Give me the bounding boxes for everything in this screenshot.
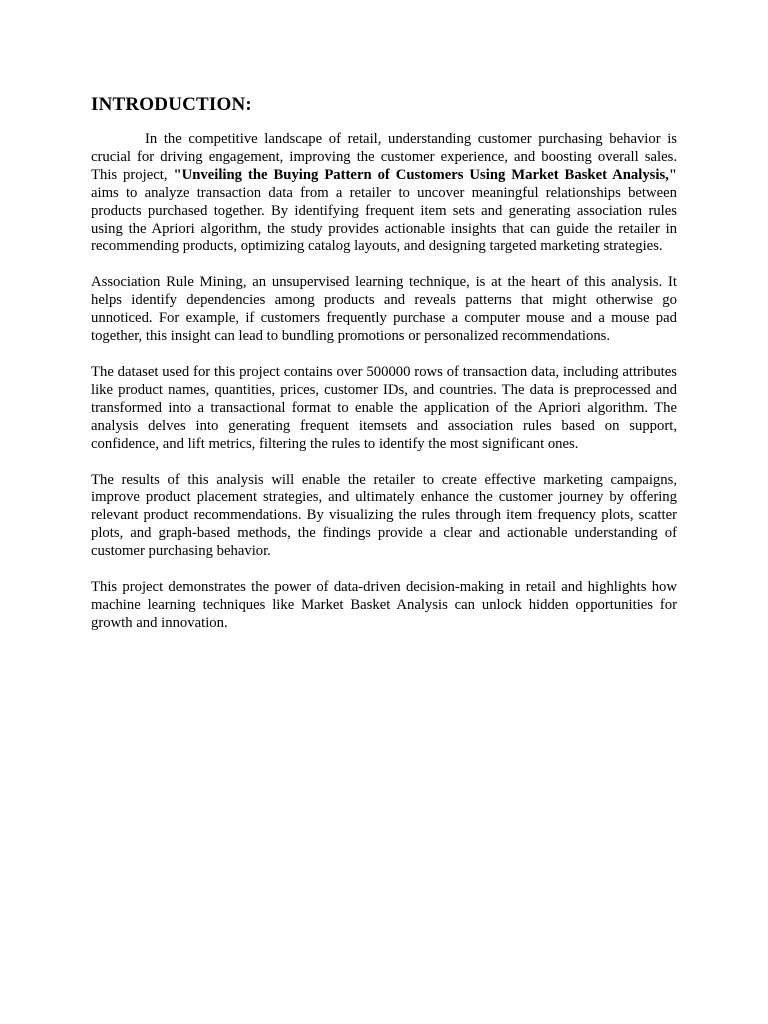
document-page xyxy=(91,92,677,651)
section-heading: INTRODUCTION: xyxy=(91,94,252,115)
paragraph-results: The results of this analysis will enable the retailer to create effective marketing campaigns, improve product placement strategies, and ultimately enhance the customer journey by offering relevant product recommendations. By visualizing the rules through item frequency plots, scatter plots, and graph-based methods, the findings provide a clear and actionable understanding of customer purchasing behavior. xyxy=(91,471,677,560)
project-title-bold: "Unveiling the Buying Pattern of Customers Using Market Basket Analysis," xyxy=(173,166,678,183)
paragraph-dataset: The dataset used for this project contains over 500000 rows of transaction data, including attributes like product names, quantities, prices, customer IDs, and countries. The data is preprocessed and transformed into a transactional format to enable the application of the Apriori algorithm. The analysis delves into generating frequent itemsets and association rules based on support, confidence, and lift metrics, filtering the rules to identify the most significant ones. xyxy=(91,363,677,452)
paragraph-intro xyxy=(91,131,677,256)
paragraph-conclusion: This project demonstrates the power of data-driven decision-making in retail and highlights how machine learning techniques like Market Basket Analysis can unlock hidden opportunities for growth and innovation. xyxy=(91,579,677,631)
paragraph-intro-text-start: In the competitive landscape of retail, understanding customer purchasing behavior is crucial for driving engagement, improving the customer experience, and boosting overall sales. This project, xyxy=(91,131,677,183)
paragraph-intro-text-end: aims to analyze transaction data from a retailer to uncover meaningful relationships between products purchased together. By identifying frequent item sets and generating association rules using the Apriori algorithm, the study provides actionable insights that can guide the retailer in recommending products, optimizing catalog layouts, and designing targeted marketing strategies. xyxy=(91,184,677,255)
paragraph-association-rules: Association Rule Mining, an unsupervised learning technique, is at the heart of this analysis. It helps identify dependencies among products and reveals patterns that might otherwise go unnoticed. For example, if customers frequently purchase a computer mouse and a mouse pad together, this insight can lead to bundling promotions or personalized recommendations. xyxy=(91,274,677,345)
